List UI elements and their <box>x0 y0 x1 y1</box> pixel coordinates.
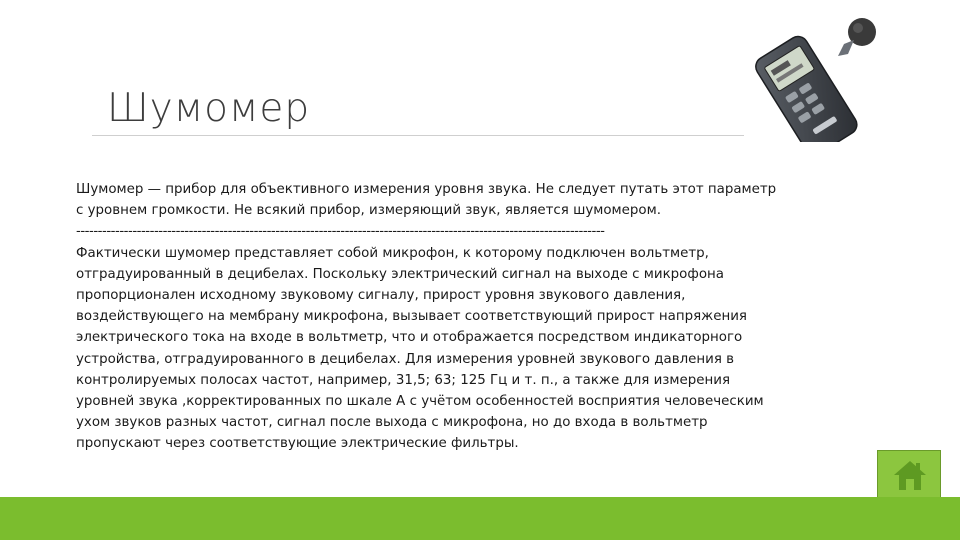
explanation-paragraph <box>76 243 836 455</box>
definition-line-2: с уровнем громкости. Не всякий прибор, измеряющий звук, является шумомером. <box>76 203 661 219</box>
explanation-line: Фактически шумомер представляет собой микрофон, к которому подключен вольтметр, <box>76 245 709 261</box>
sound-level-meter-icon <box>744 10 884 142</box>
explanation-line: устройства, отградуированного в децибелах. Для измерения уровней звукового давления в <box>76 351 735 367</box>
title-divider <box>92 135 744 136</box>
page-title: Шумомер <box>107 86 311 131</box>
explanation-line: электрического тока на входе в вольтметр, что и отображается посредством индикаторного <box>76 330 743 346</box>
definition-line-1-rest: — прибор для объективного измерения уровня звука. Не следует путать этот параметр <box>143 182 777 197</box>
definition-term: Шумомер <box>76 182 144 197</box>
explanation-line: контролируемых полосах частот, например, 31,5; 63; 125 Гц и т. п., а также для измерения <box>76 372 731 388</box>
explanation-line: пропорционален исходному звуковому сигналу, прирост уровня звукового давления, <box>76 288 686 304</box>
explanation-line: пропускают через соответствующие электрические фильтры. <box>76 436 519 452</box>
definition-paragraph <box>76 179 836 221</box>
explanation-line: отградуированный в децибелах. Поскольку электрический сигнал на выходе с микрофона <box>76 266 724 282</box>
explanation-line: ухом звуков разных частот, сигнал после выхода с микрофона, но до входа в вольтметр <box>76 415 708 431</box>
definition-line-1 <box>76 179 836 200</box>
explanation-line: уровней звука ,корректированных по шкале А с учётом особенностей восприятия человеческим <box>76 394 764 410</box>
home-icon <box>892 457 928 493</box>
dashed-divider: -------------------------------------------------------------------------------------------------------------------------- <box>76 224 605 240</box>
explanation-line: воздействующего на мембрану микрофона, вызывает соответствующий прирост напряжения <box>76 309 747 325</box>
home-button[interactable] <box>877 450 941 498</box>
body-text <box>76 179 836 455</box>
footer-band <box>0 497 960 540</box>
